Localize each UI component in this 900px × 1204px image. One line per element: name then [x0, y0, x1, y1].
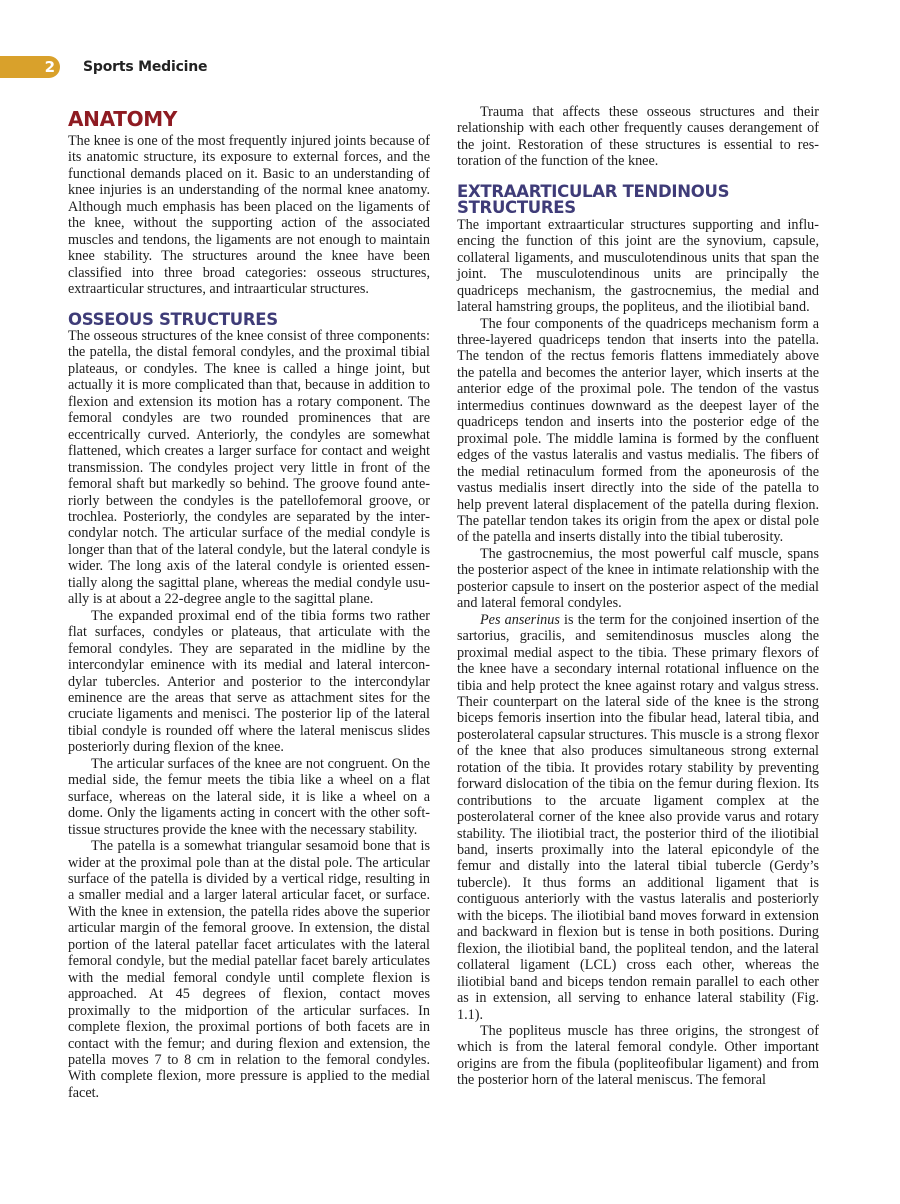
extraarticular-paragraph-1: The important extraarticular structures supporting and influencing the function of this joint are the synovium, capsule, collateral ligaments, and musculotendinous units that span the joint. The musculotendinous units are principally the quadriceps mechanism, the gastrocnemius, the medial and lateral hamstring groups, the popliteus, and the iliotibial band. [457, 216, 819, 316]
left-column [68, 104, 430, 1101]
osseous-paragraph-1: The osseous structures of the knee consist of three components: the patella, the distal femoral condyles, and the proximal tibial plateaus, or condyles. The knee is called a hinge joint, but actually it is more complicated than that, because in addition to flexion and extension its motion has a rotary component. The femoral condyles are two rounded prominences that are eccentrically curved. Anteriorly, the condyles are somewhat flattened, which creates a larger surface for contact and weight transmission. The condyles project very little in front of the femoral shaft but markedly so behind. The groove found anteriorly between the condyles is the patellofemoral groove, or trochlea. Posteriorly, the condyles are separated by the intercondylar notch. The articular surface of the medial condyle is longer than that of the lateral condyle, but the lateral condyle is wider. The long axis of the lateral condyle is oriented essentially along the sagittal plane, whereas the medial condyle usually is at about a 22-degree angle to the sagittal plane. [68, 328, 430, 608]
extraarticular-heading [457, 181, 819, 218]
anatomy-heading: ANATOMY [68, 107, 178, 131]
extraarticular-heading-line-2: STRUCTURES [457, 198, 576, 218]
extraarticular-paragraph-3: The gastrocnemius, the most powerful calf muscle, spans the posterior aspect of the knee in intimate relationship with the posterior capsule to insert on the posterior aspect of the medial and lateral femoral condyles. [457, 545, 819, 612]
osseous-paragraph-2: The expanded proximal end of the tibia forms two rather flat surfaces, condyles or plateaus, that articulate with the femoral condyles. They are separated in the midline by the intercondylar eminence with its medial and lateral intercondylar tubercles. Anterior and posterior to the intercondylar eminence are the areas that serve as attachment sites for the cruciate ligaments and menisci. The posterior lip of the lateral tibial condyle is rounded off where the lateral meniscus slides posteriorly during flexion of the knee. [68, 607, 430, 756]
extraarticular-paragraph-4 [457, 612, 819, 1023]
extraarticular-heading-line-1: EXTRAARTICULAR TENDINOUS [457, 181, 730, 201]
osseous-paragraph-3: The articular surfaces of the knee are not congruent. On the medial side, the femur meets the tibia like a wheel on a flat surface, whereas on the lateral side, it is like a wheel on a dome. Only the ligaments acting in concert with the other soft-tissue structures provide the knee with the necessary stability. [68, 755, 430, 838]
extraarticular-paragraph-2: The four components of the quadriceps mechanism form a three-layered quadriceps tendon that inserts into the patella. The tendon of the rectus femoris flattens immediately above the patella and becomes the anterior layer, which inserts at the anterior edge of the proximal pole. The tendon of the vastus intermedius continues downward as the deepest layer of the quadriceps tendon and inserts into the posterior edge of the proximal pole. The middle lamina is formed by the confluent edges of the vastus lateralis and vastus medialis. The fibers of the medial retinaculum formed from the aponeurosis of the vastus medialis insert directly into the side of the patella to help prevent lateral displacement of the patella during flexion. The patellar tendon takes its origin from the apex or distal pole of the patella and inserts distally into the tibial tuberosity. [457, 315, 819, 546]
osseous-structures-heading: OSSEOUS STRUCTURES [68, 309, 278, 329]
trauma-paragraph: Trauma that affects these osseous structures and their relationship with each other frequently causes derangement of the joint. Restoration of these structures is essential to restoration of the function of the knee. [457, 104, 819, 170]
running-title: Sports Medicine [83, 59, 208, 75]
anatomy-paragraph-1: The knee is one of the most frequently injured joints because of its anatomic structure, its exposure to external forces, and the functional demands placed on it. Basic to an understanding of knee injuries is an understanding of the normal knee anatomy. Although much emphasis has been placed on the ligaments of the knee, without the supporting action of the associated muscles and tendons, the ligaments are not enough to maintain knee stability. The structures around the knee have been classified into three broad categories: osseous structures, extraarticular structures, and intraarticular structures. [68, 133, 430, 298]
osseous-paragraph-4: The patella is a somewhat triangular sesamoid bone that is wider at the proximal pole than at the distal pole. The articular surface of the patella is divided by a vertical ridge, resulting in a smaller medial and a larger lateral articular facet, or surface. With the knee in extension, the patella rides above the superior articular margin of the femoral groove. In extension, the distal portion of the lateral patellar facet articulates with the lateral femoral condyle, but the medial patellar facet barely articulates with the medial femoral condyle until complete flexion is approached. At 45 degrees of flexion, contact moves proximally to the midportion of the articular surfaces. In complete flexion, the proximal portions of both facets are in contact with the femur; and during flexion and extension, the patella moves 7 to 8 cm in relation to the femoral condyles. With complete flexion, more pressure is applied to the medial facet. [68, 838, 430, 1101]
running-head [0, 56, 207, 78]
extraarticular-paragraph-5: The popliteus muscle has three origins, the strongest of which is from the lateral femoral condyle. Other important origins are from the fibula (popliteofibular ligament) and from the posterior horn of the lateral meniscus. The femoral [457, 1023, 819, 1089]
page-number-tab: 2 [0, 56, 60, 78]
right-column [457, 104, 819, 1089]
pes-anserinus-term: Pes anserinus [480, 611, 560, 628]
extraarticular-paragraph-4-text: is the term for the conjoined insertion of the sartorius, gracilis, and semitendinosus muscles along the proximal medial aspect to the tibia. These primary flexors of the knee have a secondary internal rotational influence on the tibia and help protect the knee against rotary and valgus stress. Their counterpart on the lateral side of the knee is the strong biceps femoris insertion into the fibular head, lateral tibia, and posterolateral capsular structures. This muscle is a strong flexor of the knee that also produces simultaneous strong external rotation of the tibia. It provides rotary stability by preventing forward dislocation of the tibia on the femur during flexion. Its contributions to the arcuate ligament complex at the posterolateral corner of the knee also provide varus and rotary stability. The iliotibial tract, the posterior third of the iliotibial band, inserts proximally into the lateral epicondyle of the femur and distally into the lateral tibial tubercle (Gerdy’s tubercle). It thus forms an additional ligament that is contiguous anteriorly with the vastus lateralis and posteriorly with the biceps. The iliotibial band moves forward in extension and backward in flexion but is tense in both positions. During flexion, the iliotibial band, the popliteal tendon, and the lateral collateral ligament (LCL) cross each other, whereas the iliotibial band and biceps tendon remain parallel to each other as in extension, all serving to enhance lateral stability (Fig. 1.1). [457, 611, 819, 1023]
